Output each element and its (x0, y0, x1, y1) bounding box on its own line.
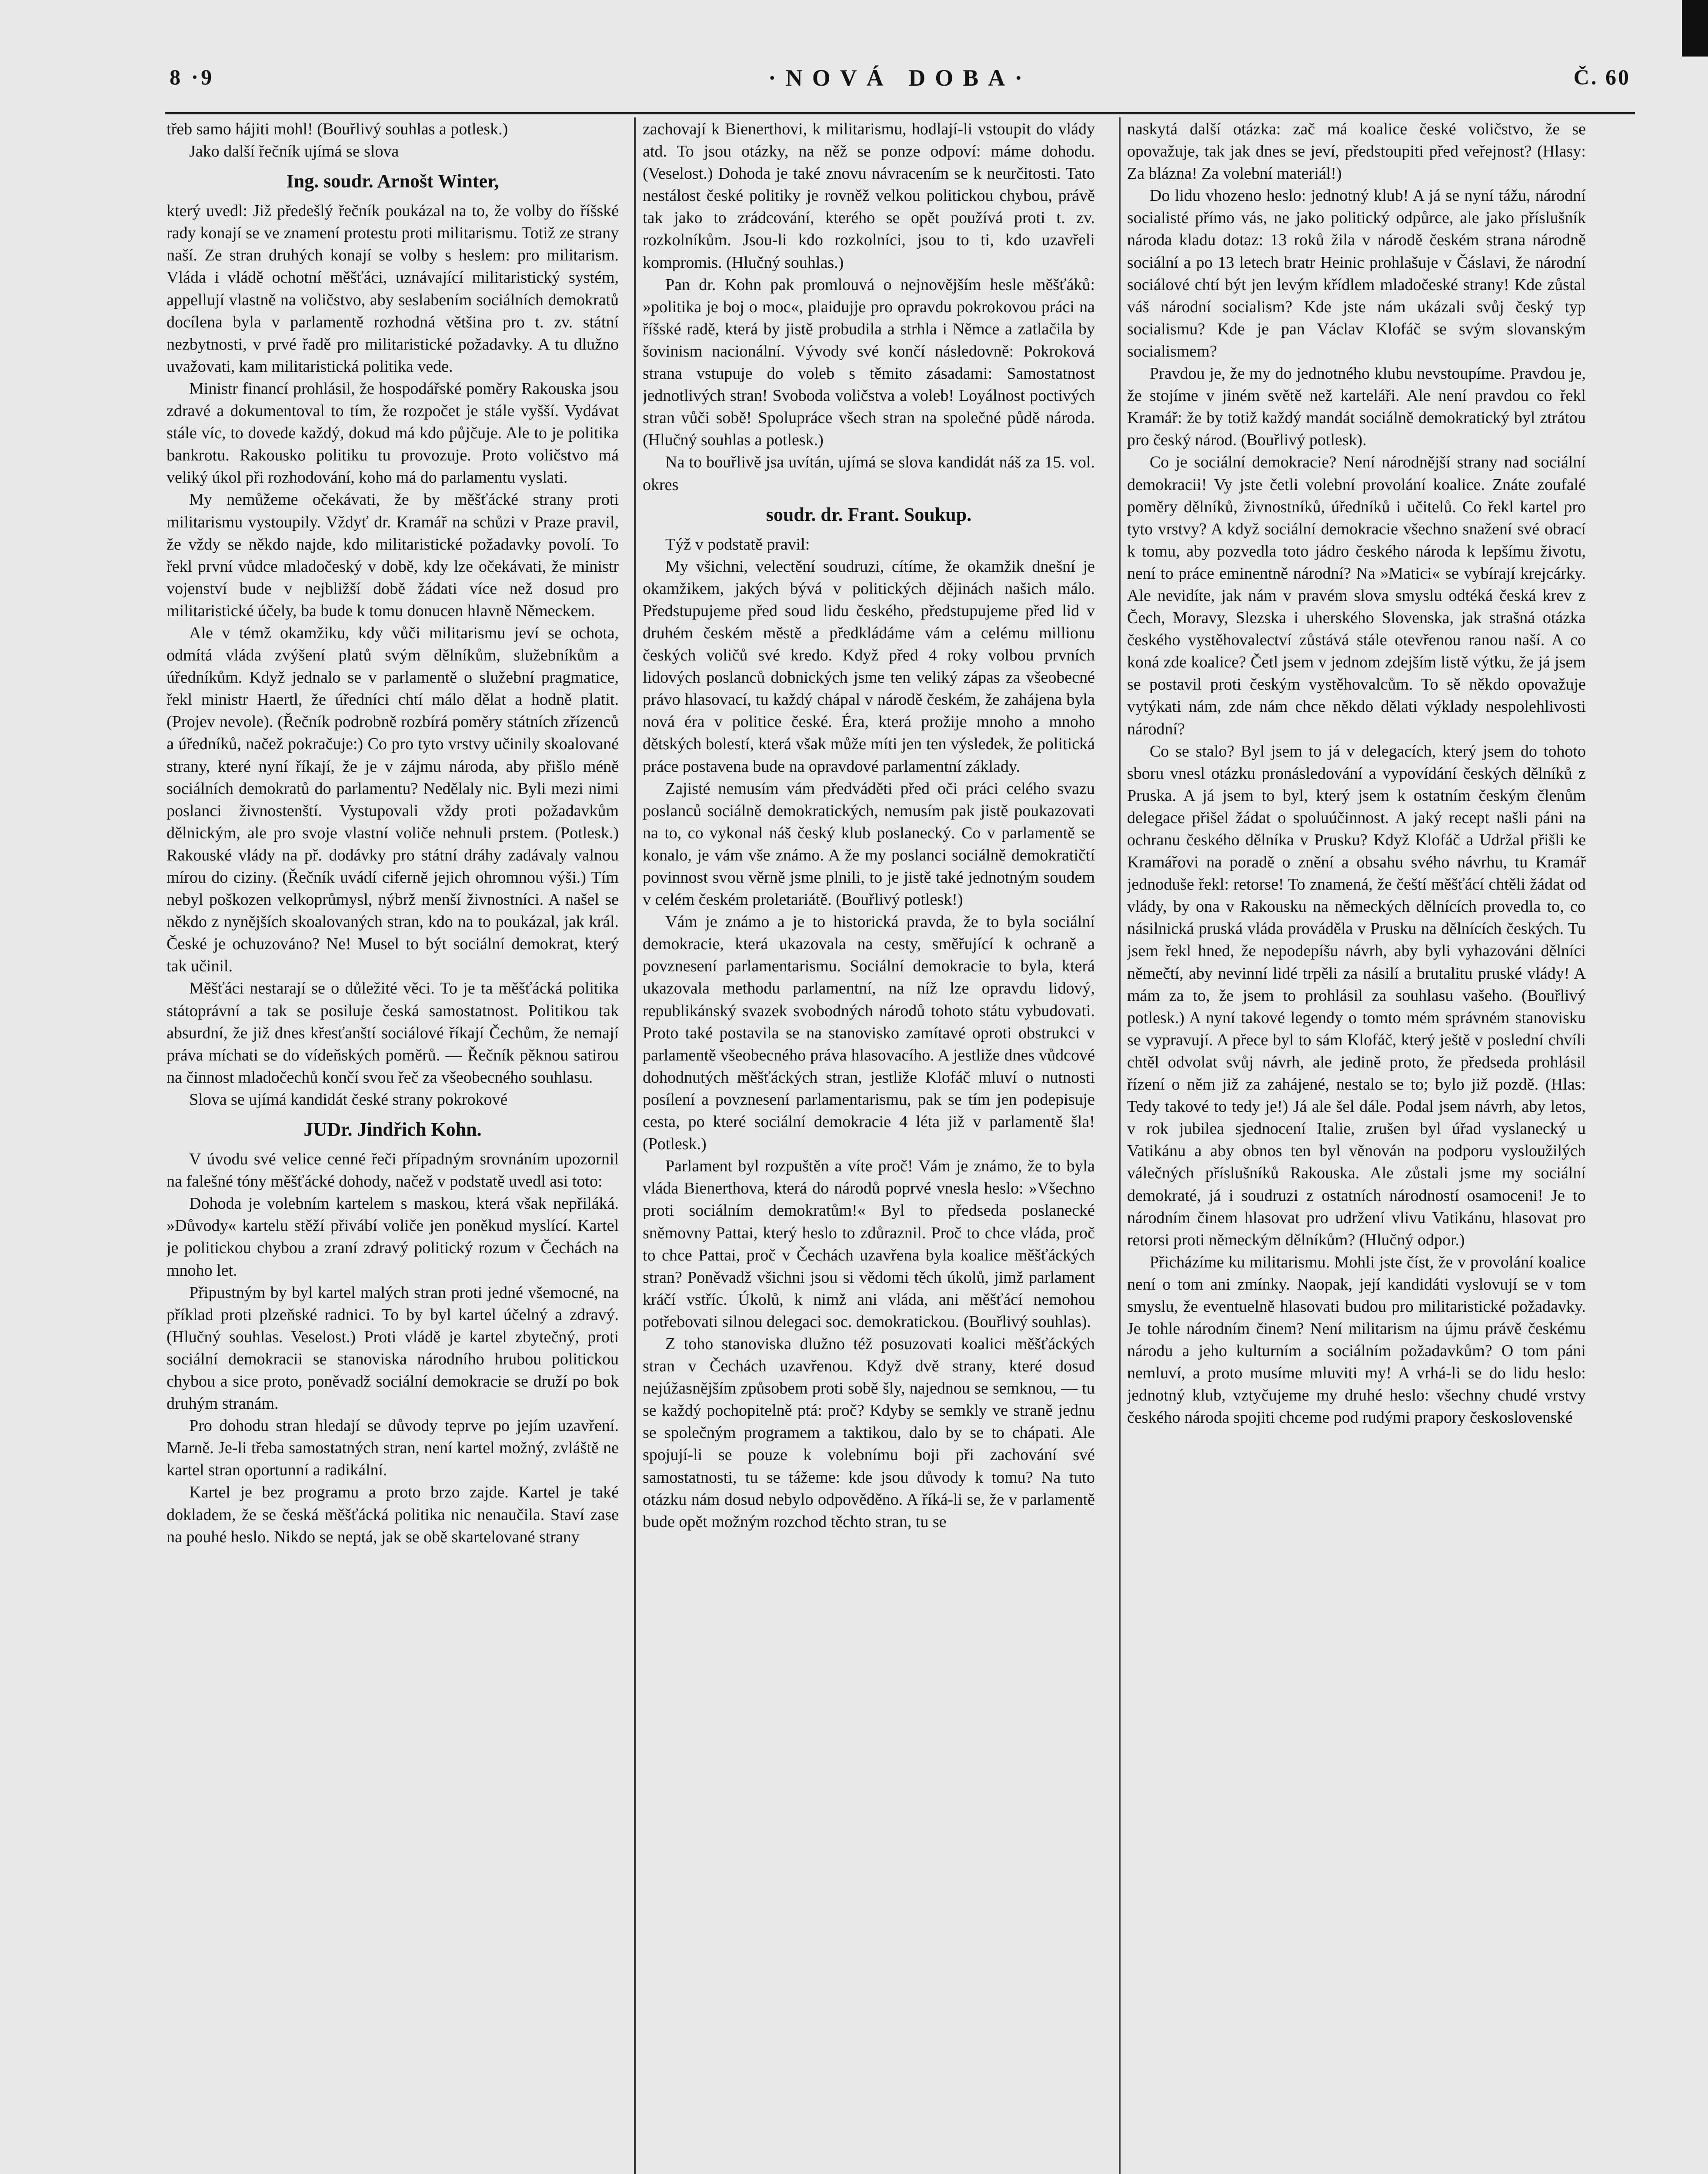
column-separator (634, 117, 636, 2174)
paragraph: Pro dohodu stran hledají se důvody teprve po jejím uzavření. Marně. Je-li třeba samostatných stran, není kartel možný, zvláště ne kartel stran oportunní a radikální. (167, 1417, 619, 1480)
paragraph: Pravdou je, že my do jednotného klubu nevstoupíme. Pravdou je, že stojíme v jiném světě než karteláři. Ale není pravdou co řekl Kramář: že by totiž každý mandát sociálně demokratický byl ztrátou pro český národ. (Bouřlivý potlesk). (1127, 364, 1586, 450)
masthead-title: ·NOVÁ DOBA· (768, 65, 1032, 91)
speaker-heading: JUDr. Jindřich Kohn. (304, 1119, 482, 1140)
issue-number: Č. 60 (1573, 65, 1631, 89)
paragraph: Do lidu vhozeno heslo: jednotný klub! A já se nyní tážu, národní socialisté přímo vás, ne jako politický odpůrce, ale jako příslušník národa kladu dotaz: 13 roků žila v národě českém strana národně sociální a po 13 letech bratr Heinic prohlašuje v Čáslavi, že národní sociálové chtí být jen levým křídlem mladočeské strany! Kde zůstal váš národní socialism? Kde jste nám ukázali svůj český typ socialismu? Kde je pan Václav Klofáč se svým slovanským socialismem? (1127, 187, 1586, 360)
paragraph: Ministr financí prohlásil, že hospodářské poměry Rakouska jsou zdravé a dokumentoval to tím, že rozpočet je stále vyšší. Vydávat stále víc, to dovede každý, dokud má kdo půjčuje. Ale to je politika bankrotu. Rakousko politiku tu provozuje. Proto voličstvo má veliký úkol při rozhodování, koho má do parlamentu vyslati. (167, 379, 619, 487)
paragraph: Dohoda je volebním kartelem s maskou, která však nepřiláká. »Důvody« kartelu stěží přivábí voliče jen poněkud myslící. Kartel je politickou chybou a zraní zdravý politický rozum v Čechách na mnoho let. (167, 1194, 619, 1280)
paragraph: Připustným by byl kartel malých stran proti jedné všemocné, na příklad proti plzeňské radnici. To by byl kartel účelný a zdravý. (Hlučný souhlas. Veselost.) Proti vládě je kartel zbytečný, proti sociální demokracii se stanoviska národního hrubou politickou chybou a sice proto, poněvadž sociální demokracie se druží po bok druhým stranám. (167, 1283, 619, 1413)
column-3 (1127, 118, 1586, 2174)
paragraph: který uvedl: Již předešlý řečník poukázal na to, že volby do říšské rady konají se ve znamení protestu proti militarismu. Totiž ze strany naší. Ze stran druhých konají se volby s heslem: pro militarism. Vláda i vládě ochotní měšťáci, uznávající militaristický systém, appellují vlastně na voličstvo, aby seslabením sociálních demokratů docílena byla v parlamentě rozhodná většina pro t. zv. státní nezbytnosti, v prvé řadě pro militaristické požadavky. A tu dlužno uvažovati, kam militaristická politika vede. (167, 202, 619, 376)
paragraph: Měšťáci nestarají se o důležité věci. To je ta měšťácká politika státoprávní a tak se posiluje česká samostatnost. Politikou tak absurdní, že již dnes křesťanští sociálové říkají Čechům, že nemají práva míchati se do vídeňských poměrů. — Řečník pěknou satirou na činnost mladočechů končí svou řeč za všeobecného souhlasu. (167, 979, 619, 1087)
page-number: 8 ·9 (170, 65, 215, 89)
paragraph: Jako další řečník ujímá se slova (189, 142, 399, 161)
scan-edge-mark (1682, 0, 1708, 57)
paragraph: Slova se ujímá kandidát české strany pokrokové (189, 1090, 508, 1109)
paragraph: Týž v podstatě pravil: (665, 535, 810, 554)
paragraph: Kartel je bez programu a proto brzo zajde. Kartel je také dokladem, že se česká měšťácká politika nic nenaučila. Staví zase na pouhé heslo. Nikdo se neptá, jak se obě skartelované strany (167, 1483, 619, 1546)
paragraph: zachovají k Bienerthovi, k militarismu, hodlají-li vstoupit do vlády atd. To jsou otázky, na něž se ponze odpoví: máme dohodu. (Veselost.) Dohoda je také znovu návracením se k neurčitosti. Tato nestálost české politiky je rovněž velkou politickou chybou, právě tak jako to zrádcování, kterého se opět používá proti t. zv. rozkolníkům. Jsou-li kdo rozkolníci, jsou to ti, kdo uzavřeli kompromis. (Hlučný souhlas.) (643, 120, 1095, 272)
paragraph: My všichni, velectění soudruzi, cítíme, že okamžik dnešní je okamžikem, jakých bývá v politických dějinách našich málo. Předstupujeme před soud lidu českého, předstupujeme před lid v druhém českém městě a předkládáme vám a celému millionu českých voličů své kredo. Když před 4 roky volbou prvních lidových poslanců dobnických jsme ten veliký zápas za všeobecné právo hlasovací, tu každý chápal v národě českém, že zahájena byla nová éra v politice české. Éra, která prožije mnoho a mnoho dětských bolestí, která však může míti jen ten výsledek, že politická práce postavena bude na opravdové parlamentní základy. (643, 557, 1095, 776)
paragraph: Z toho stanoviska dlužno též posuzovati koalici měšťáckých stran v Čechách uzavřenou. Když dvě strany, které dosud nejúžasnějším způsobem proti sobě šly, najednou se semknou, — tu se každý pochopitelně ptá: proč? Kdyby se semkly ve straně jednu se společným programem a taktikou, dalo by se to chápati. Ale spojují-li se pouze k volebnímu boji při zachování své samostatnosti, tu se tážeme: kde jsou důvody k tomu? Na tuto otázku nám dosud nebylo odpověděno. A říká-li se, že v parlamentě bude opět možným rozchod těchto stran, tu se (643, 1334, 1095, 1531)
paragraph: Na to bouřlivě jsa uvítán, ujímá se slova kandidát náš za 15. vol. okres (643, 453, 1095, 494)
header-rule (165, 112, 1635, 114)
paragraph: Pan dr. Kohn pak promlouvá o nejnovějším hesle měšťáků: »politika je boj o moc«, plaidujje pro opravdu pokrokovou práci na říšské radě, která by jistě probudila a strhla i Němce a zatlačila by šovinism nacionální. Vývody své končí následovně: Pokroková strana vstupuje do voleb s těmito zásadami: Samostatnost jednotlivých stran! Svoboda voličstva a voleb! Loyálnost poctivých stran vůči sobě! Spolupráce všech stran na společné půdě národa. (Hlučný souhlas a potlesk.) (643, 275, 1095, 450)
paragraph: My nemůžeme očekávati, že by měšťácké strany proti militarismu vystoupily. Vždyť dr. Kramář na schůzi v Praze pravil, že vždy se někdo najde, kdo militaristické požadavky povolí. To řekl první vůdce mladočeský v době, kdy lze očekávati, že ministr vojenství bude v nejbližší době žádati více než dosud pro militaristické účely, ba bude k tomu donucen hlavně Německem. (167, 490, 619, 620)
paragraph: naskytá další otázka: zač má koalice české voličstvo, že se opovažuje, tak jak dnes se jeví, předstoupiti před veřejnost? (Hlasy: Za blázna! Za volební materiál!) (1127, 120, 1586, 183)
paragraph: Co se stalo? Byl jsem to já v delegacích, který jsem do tohoto sboru vnesl otázku pronásledování a vypovídání českých dělníků z Pruska. A já jsem to byl, který jsem k ostatním českým členům delegace přišel žádat o spoluúčinnost. A jaký recept našli páni na ochranu českého dělníka v Prusku? Když Klofáč a Udržal přišli ke Kramářovi na poradě o znění a obsahu svého návrhu, tu Kramář jednoduše řekl: retorse! To znamená, že čeští měšťácí chtěli žádat od vlády, by ona v Rakousku na německých dělnících provedla to, co násilnická pruská vláda prováděla v Prusku na dělnících českých. Tu jsem řekl hned, že nepodepíšu návrh, aby byli vyhazováni dělníci němečtí, aby nevinní lidé trpěli za násilí a brutalitu pruské vlády! A mám za to, že jsem to prohlásil za souhlasu vašeho. (Bouřlivý potlesk.) A nyní takové legendy o tomto mém správném stanovisku se vypravují. A přece byl to sám Klofáč, který ještě v poslední chvíli chtěl odvolat svůj návrh, ale jedině proto, že předseda prohlásil řízení o něm již za zahájené, nestalo se to; bylo již pozdě. (Hlas: Tedy takové to tedy je!) Já ale šel dále. Podal jsem návrh, aby letos, v rok jubilea sjednocení Italie, zrušen byl úřad vyslanecký u Vatikánu a aby obnos ten byl věnován na podporu vysloužilých válečných příslušníků Rakouska. Ale zůstali jsme my sociální demokraté, já i soudruzi z ostatních národností osamoceni! Je to národním činem hlasovat pro udržení vlivu Vatikánu, hlasovat pro retorsi proti německým dělníkům? (Hlučný odpor.) (1127, 742, 1586, 1249)
paragraph: Vám je známo a je to historická pravda, že to byla sociální demokracie, která ukazovala na cesty, směřující k ochraně a povznesení parlamentarismu. Sociální demokracie to byla, která ukazovala methodu parlamentní, na níž lze opravdu lidový, republikánský svazek svobodných národů tohoto státu vybudovati. Proto také postavila se na stanovisko zamítavé oproti obstrukci v parlamentě všeobecného práva hlasovacího. A jestliže dnes vůdcové dohodnutých měšťáckých stran, jestliže Klofáč mluví o nutnosti posílení a povznesení parlamentarismu, pak se tím jen podepisuje cesta, po které sociální demokracie 4 léta již v parlamentě šla! (Potlesk.) (643, 913, 1095, 1154)
speaker-heading: Ing. soudr. Arnošt Winter, (286, 170, 499, 192)
paragraph: třeb samo hájiti mohl! (Bouřlivý souhlas a potlesk.) (167, 120, 508, 138)
column-1 (167, 118, 619, 2174)
paragraph: Co je sociální demokracie? Není národnější strany nad sociální demokracii! Vy jste četli volební provolání koalice. Znáte zoufalé poměry dělníků, živnostníků, úředníků i učitelů. Co řekl kartel pro tyto vrstvy? A když sociální demokracie všechno snažení své obrací k tomu, aby pozvedla toto jádro českého národa k lepšímu životu, není to práce eminentně národní? Na »Matici« se vybírají krejcárky. Ale nevidíte, jak nám v pravém slova smyslu odtéká česká krev z Čech, Moravy, Slezska i uherského Slovenska, jak strašná otázka českého vystěhovalectví zůstává stále otevřenou ranou naší. A co koná zde koalice? Četl jsem v jednom zdejším listě výtku, že já jsem se postavil proti českým vystěhovalcům. To sě někdo opovažuje vytýkati nám, zde nám chce někdo dělati výklady nespolehlivosti národní? (1127, 453, 1586, 738)
paragraph: Přicházíme ku militarismu. Mohli jste číst, že v provolání koalice není o tom ani zmínky. Naopak, její kandidáti vyslovují se v tom smyslu, že eventuelně hlasovati budou pro militaristické požadavky. Je tohle národním činem? Není militarism na újmu právě českému národu a jeho kulturním a sociálním požadavkům? O tom páni nemluví, a proto musíme mluviti my! A vrhá-li se do lidu heslo: jednotný klub, vztyčujeme my druhé heslo: všechny chudé vrstvy českého národa spojiti chceme pod rudými prapory československé (1127, 1253, 1586, 1427)
speaker-heading: soudr. dr. Frant. Soukup. (766, 503, 972, 525)
paragraph: Zajisté nemusím vám předváděti před oči práci celého svazu poslanců sociálně demokratických, nemusím pak jistě poukazovati na to, co vykonal náš český klub poslanecký. Co v parlamentě se konalo, je vám vše známo. A že my poslanci sociálně demokratičtí povinnost svou věrně jsme plnili, to je jistě také jednotným soudem v celém českém proletariátě. (Bouřlivý potlesk!) (643, 779, 1095, 909)
column-separator (1119, 117, 1121, 2174)
paragraph: V úvodu své velice cenné řeči případným srovnáním upozornil na falešné tóny měšťácké dohody, načež v podstatě uvedl asi toto: (167, 1150, 619, 1191)
page-header (170, 64, 1631, 99)
paragraph: Parlament byl rozpuštěn a víte proč! Vám je známo, že to byla vláda Bienerthova, která do národů poprvé vnesla heslo: »Všechno proti sociálním demokratům!« Byl to předseda poslanecké sněmovny Pattai, který heslo to zdůraznil. Proč to chce vláda, proč to chce Pattai, proč v Čechách uzavřena byla koalice měšťáckých stran? Poněvadž všichni jsou si vědomi těch úkolů, jimž parlament kráčí vstříc. Úkolů, k nimž ani vláda, ani měšťácí nemohou potřebovati silnou delegaci soc. demokratickou. (Bouřlivý souhlas). (643, 1157, 1095, 1331)
paragraph: Ale v témž okamžiku, kdy vůči militarismu jeví se ochota, odmítá vláda zvýšení platů svým dělníkům, služebníkům a úředníkům. Když jednalo se v parlamentě o služební pragmatice, řekl ministr Haertl, že úředníci chtí málo dělat a hodně platit. (Projev nevole). (Řečník podrobně rozbírá poměry státních zřízenců a úředníků, načež pokračuje:) Co pro tyto vrstvy učinily skoalované strany, které nyní říkají, že je v zájmu národa, aby přišlo méně sociálních demokratů do parlamentu? Nedělaly nic. Byli mezi nimi poslanci živnostenští. Vystupovali vždy proti požadavkům dělnickým, ale pro svoje vlastní voliče nehnuli prstem. (Potlesk.) Rakouské vlády na př. dodávky pro státní dráhy zadávaly valnou mírou do ciziny. (Řečník uvádí ciferně jejich ohromnou výši.) Tím nebyl poškozen velkoprůmysl, nýbrž menší živnostníci. A našel se někdo z nynějších skoalovaných stran, kdo na to poukázal, jak král. České je ochuzováno? Ne! Musel to být sociální demokrat, který tak učinil. (167, 624, 619, 976)
column-2 (643, 118, 1095, 2174)
